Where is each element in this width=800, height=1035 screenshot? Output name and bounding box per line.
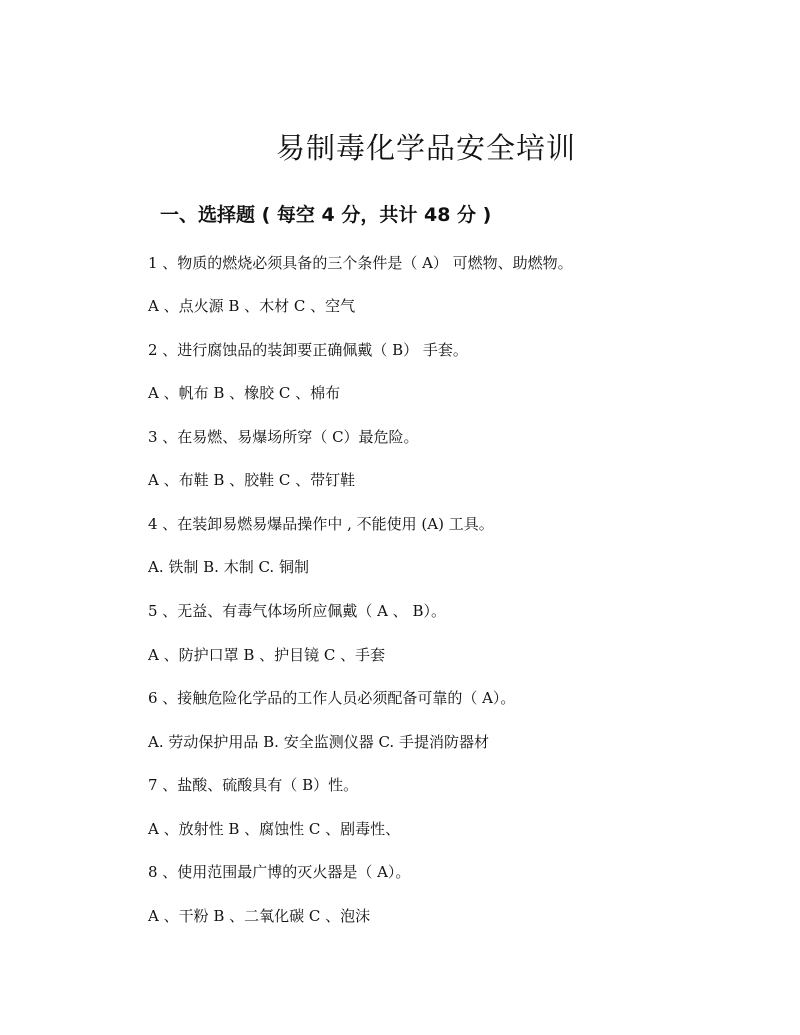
question-5: 5 、无益、有毒气体场所应佩戴（ A 、 B）。 <box>148 602 446 620</box>
options-5: A 、防护口罩 B 、护目镜 C 、手套 <box>148 646 386 664</box>
question-6: 6 、接触危险化学品的工作人员必须配备可靠的（ A）。 <box>148 689 516 707</box>
section-heading: 一、选择题 ( 每空 4 分，共计 48 分 ) <box>160 204 492 226</box>
options-8: A 、干粉 B 、二氧化碳 C 、泡沫 <box>148 907 371 925</box>
document-title: 易制毒化学品安全培训 <box>276 131 577 165</box>
options-7: A 、放射性 B 、腐蚀性 C 、剧毒性、 <box>148 820 401 838</box>
options-2: A 、帆布 B 、橡胶 C 、棉布 <box>148 384 341 402</box>
question-3: 3 、在易燃、易爆场所穿（ C）最危险。 <box>148 428 419 446</box>
options-4: A. 铁制 B. 木制 C. 铜制 <box>148 558 309 576</box>
options-6: A. 劳动保护用品 B. 安全监测仪器 C. 手提消防器材 <box>148 733 489 751</box>
question-1: 1 、物质的燃烧必须具备的三个条件是（ A） 可燃物、助燃物。 <box>148 254 573 272</box>
question-4: 4 、在装卸易燃易爆品操作中 , 不能使用 (A) 工具。 <box>148 515 494 533</box>
question-2: 2 、进行腐蚀品的装卸要正确佩戴（ B） 手套。 <box>148 341 468 359</box>
question-8: 8 、使用范围最广博的灭火器是（ A）。 <box>148 863 411 881</box>
options-1: A 、点火源 B 、木材 C 、空气 <box>148 297 356 315</box>
options-3: A 、布鞋 B 、胶鞋 C 、带钉鞋 <box>148 471 356 489</box>
question-7: 7 、盐酸、硫酸具有（ B）性。 <box>148 776 359 794</box>
